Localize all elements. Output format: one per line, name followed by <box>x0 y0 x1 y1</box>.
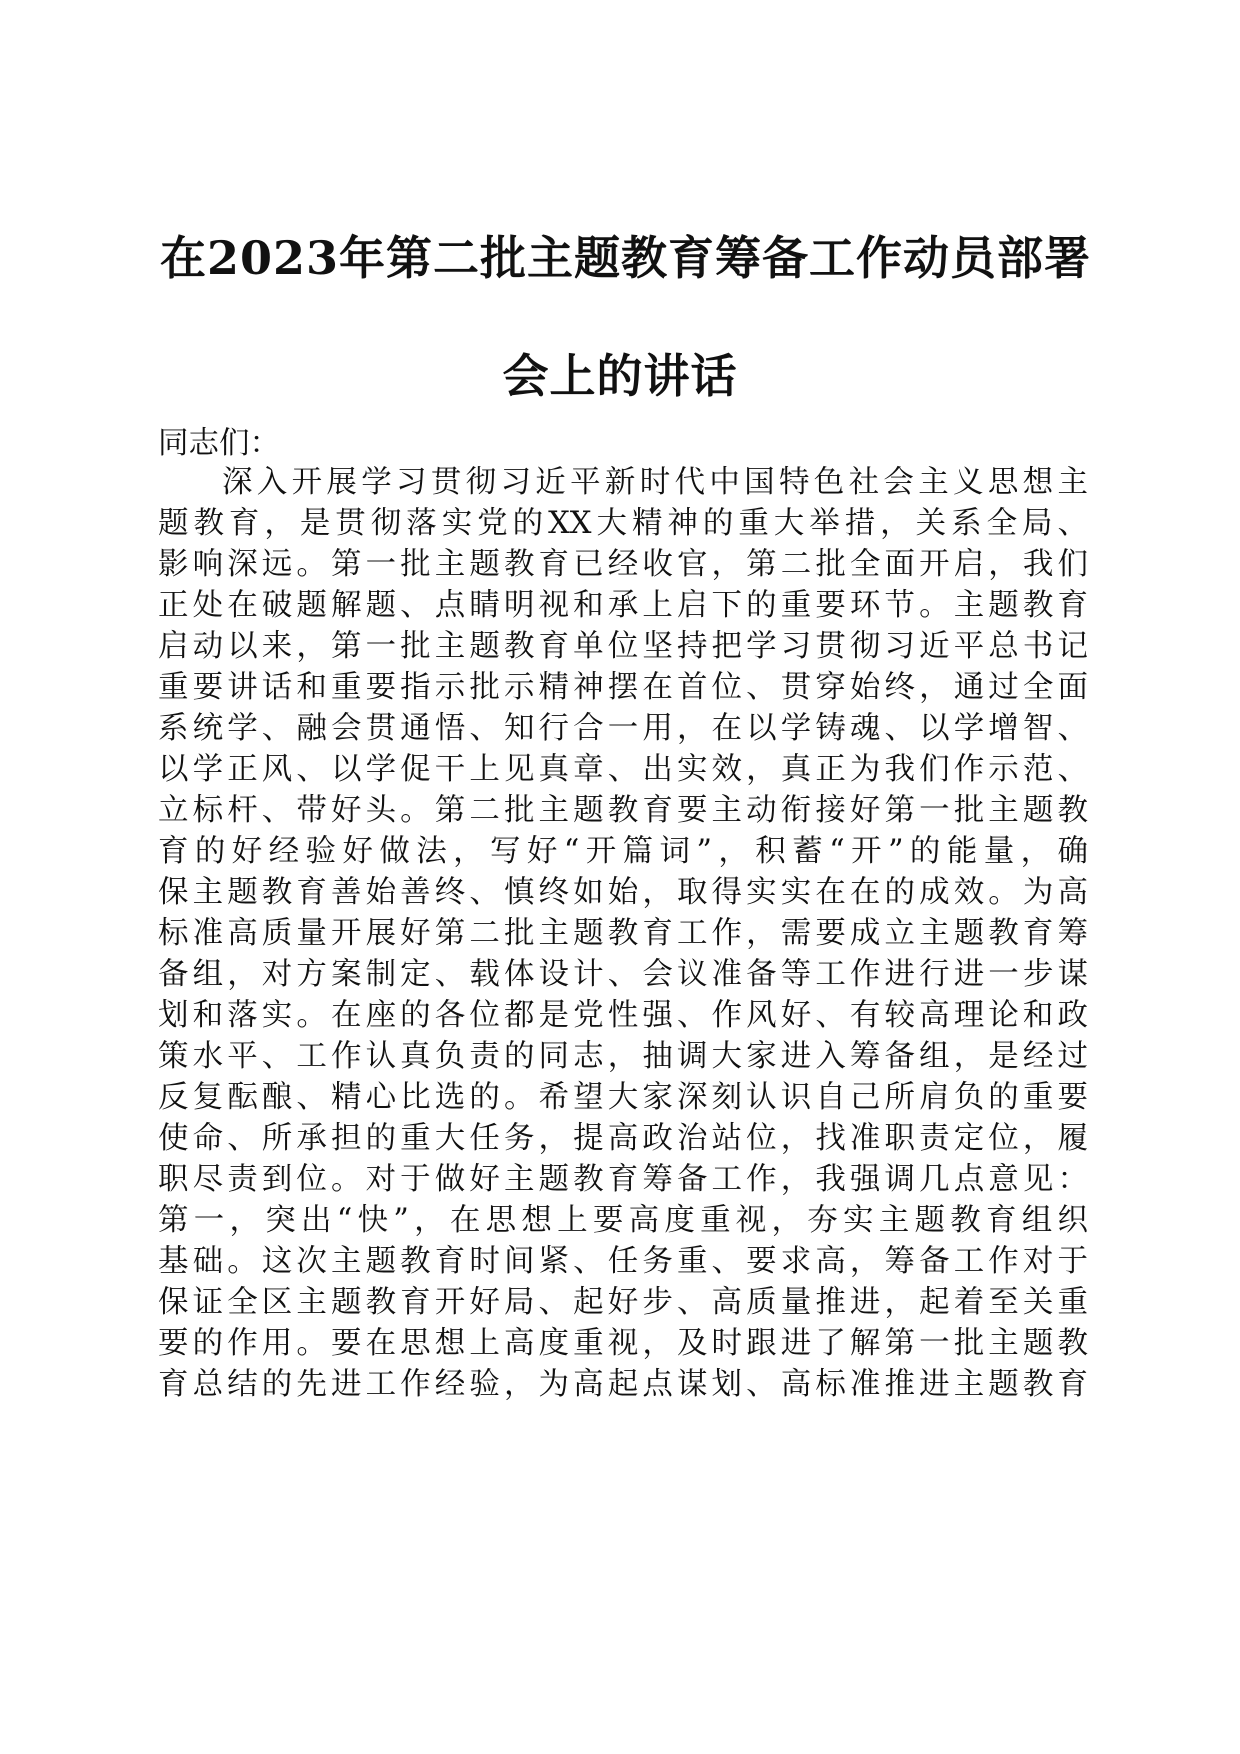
paragraph-line: 启动以来，第一批主题教育单位坚持把学习贯彻习近平总书记 <box>158 629 1088 664</box>
paragraph-line: 题教育，是贯彻落实党的XX大精神的重大举措，关系全局、 <box>158 506 1088 541</box>
paragraph-line: 基础。这次主题教育时间紧、任务重、要求高，筹备工作对于 <box>158 1244 1088 1279</box>
salutation: 同志们： <box>158 426 280 461</box>
title-line-1: 在2023年第二批主题教育筹备工作动员部署 <box>160 231 1092 285</box>
paragraph-line: 保证全区主题教育开好局、起好步、高质量推进，起着至关重 <box>158 1285 1088 1320</box>
paragraph-line: 重要讲话和重要指示批示精神摆在首位、贯穿始终，通过全面 <box>158 670 1088 705</box>
title-line-2: 会上的讲话 <box>502 349 738 403</box>
paragraph-line: 划和落实。在座的各位都是党性强、作风好、有较高理论和政 <box>158 998 1088 1033</box>
paragraph-line: 要的作用。要在思想上高度重视，及时跟进了解第一批主题教 <box>158 1326 1088 1361</box>
paragraph-line: 影响深远。第一批主题教育已经收官，第二批全面开启，我们 <box>158 547 1088 582</box>
paragraph-line: 立标杆、带好头。第二批主题教育要主动衔接好第一批主题教 <box>158 793 1088 828</box>
paragraph-line: 深入开展学习贯彻习近平新时代中国特色社会主义思想主 <box>222 465 1088 500</box>
paragraph-line: 保主题教育善始善终、慎终如始，取得实实在在的成效。为高 <box>158 875 1088 910</box>
paragraph-line: 使命、所承担的重大任务，提高政治站位，找准职责定位，履 <box>158 1121 1088 1156</box>
paragraph-line: 育的好经验好做法，写好“开篇词”，积蓄“开”的能量，确 <box>158 834 1088 869</box>
paragraph-line: 反复酝酿、精心比选的。希望大家深刻认识自己所肩负的重要 <box>158 1080 1088 1115</box>
paragraph-line: 以学正风、以学促干上见真章、出实效，真正为我们作示范、 <box>158 752 1088 787</box>
paragraph-line: 策水平、工作认真负责的同志，抽调大家进入筹备组，是经过 <box>158 1039 1088 1074</box>
paragraph-line: 系统学、融会贯通悟、知行合一用，在以学铸魂、以学增智、 <box>158 711 1088 746</box>
paragraph-line: 第一，突出“快”，在思想上要高度重视，夯实主题教育组织 <box>158 1203 1088 1238</box>
paragraph-line: 正处在破题解题、点睛明视和承上启下的重要环节。主题教育 <box>158 588 1088 623</box>
paragraph-line: 育总结的先进工作经验，为高起点谋划、高标准推进主题教育 <box>158 1367 1088 1402</box>
paragraph-line: 备组，对方案制定、载体设计、会议准备等工作进行进一步谋 <box>158 957 1088 992</box>
paragraph-line: 标准高质量开展好第二批主题教育工作，需要成立主题教育筹 <box>158 916 1088 951</box>
paragraph-line: 职尽责到位。对于做好主题教育筹备工作，我强调几点意见： <box>158 1162 1088 1197</box>
